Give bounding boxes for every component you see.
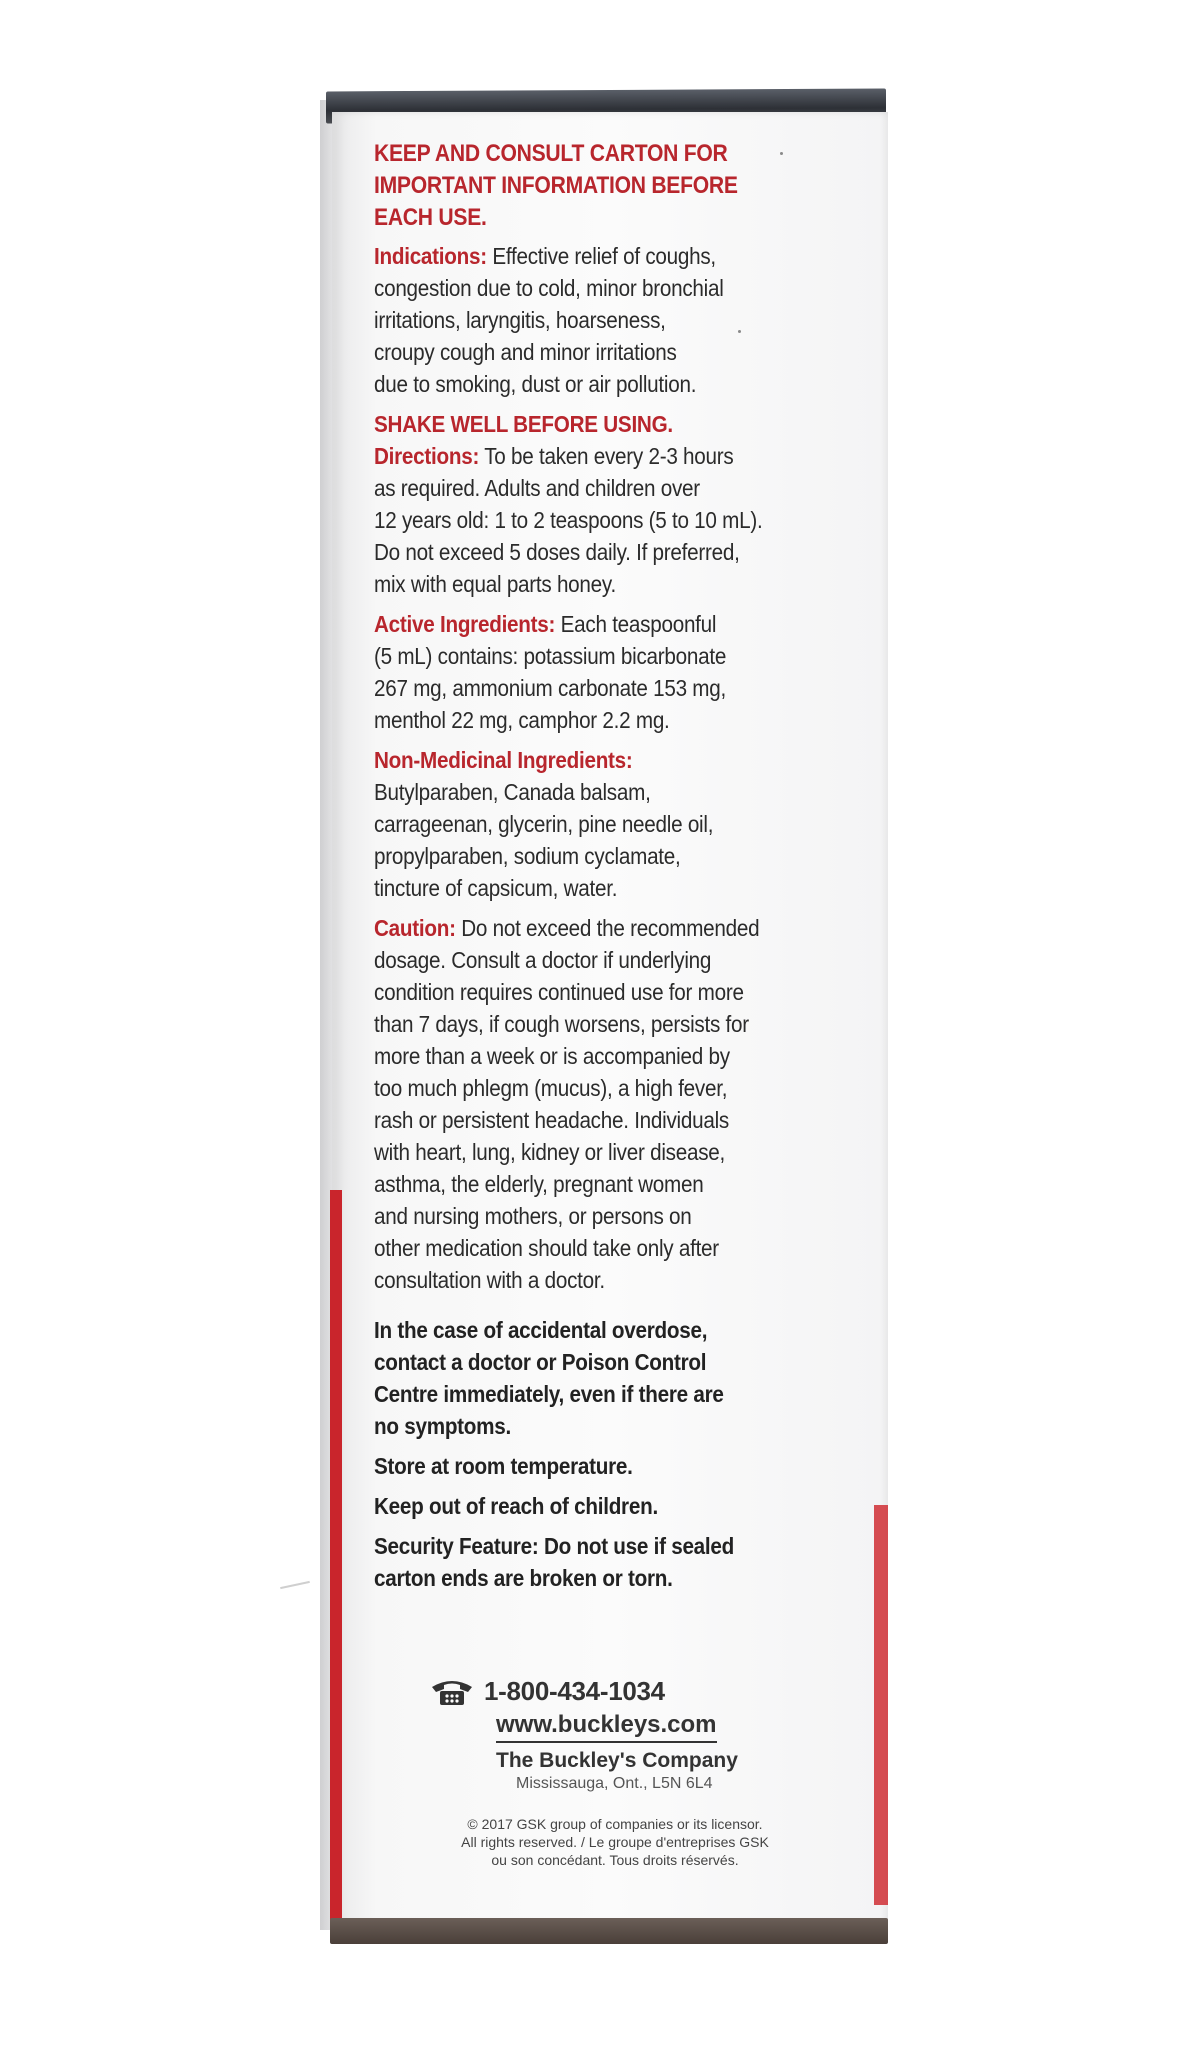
shake-notice: [374, 408, 796, 440]
active-ingredients-label: Active Ingredients:: [374, 611, 556, 637]
indications-section: [374, 240, 796, 400]
website-text: www.buckleys.com: [496, 1711, 717, 1743]
storage-instruction: Store at room temperature.: [374, 1453, 633, 1479]
caution-label: Caution:: [374, 915, 456, 941]
active-ingredients-section: [374, 608, 796, 736]
carton-warning-header: KEEP AND CONSULT CARTON FOR IMPORTANT INFORMATION BEFORE EACH USE.: [374, 140, 738, 231]
carton-red-edge-left: [330, 1190, 342, 1920]
directions-text: To be taken every 2-3 hours as required. Adults and children over 12 years old: 1 to 2 teaspoons (5 to 10 mL). Do not exceed 5 doses daily. If preferred, mix with equal parts honey.: [374, 443, 763, 597]
caution-text: Do not exceed the recommended dosage. Consult a doctor if underlying condition requires continued use for more than 7 days, if cough worsens, persists for more than a week or is accompanied by too much phlegm (mucus), a high fever, rash or persistent headache. Individuals with heart, lung, kidney or liver disease, asthma, the elderly, pregnant women and nursing mothers, or persons on other medication should take only after consultation with a doctor.: [374, 915, 760, 1293]
overdose-warning: In the case of accidental overdose, contact a doctor or Poison Control Centre immediately, even if there are no symptoms.: [374, 1317, 724, 1439]
phone-number: 1-800-434-1034: [484, 1676, 665, 1706]
caution-section: [374, 912, 796, 1296]
active-ingredients-text: Each teaspoonful (5 mL) contains: potassium bicarbonate 267 mg, ammonium carbonate 153 mg, menthol 22 mg, camphor 2.2 mg.: [374, 611, 727, 733]
company-name: The Buckley's Company: [496, 1749, 738, 1772]
company-address: Mississauga, Ont., L5N 6L4: [516, 1775, 713, 1792]
phone-row: [430, 1676, 790, 1707]
copyright-notice: © 2017 GSK group of companies or its licensor. All rights reserved. / Le groupe d'entreprises GSK ou son concédant. Tous droits réservés.: [461, 1816, 769, 1868]
telephone-icon: [430, 1677, 474, 1707]
background-scratch: [280, 1581, 310, 1589]
non-medicinal-section: [374, 744, 796, 904]
directions-label: Directions:: [374, 443, 480, 469]
carton-footer: [430, 1676, 790, 1869]
indications-text: Effective relief of coughs, congestion due to cold, minor bronchial irritations, laryngitis, hoarseness, croupy cough and minor irritations due to smoking, dust or air pollution.: [374, 243, 724, 397]
indications-label: Indications:: [374, 243, 487, 269]
carton-bottom-flap: [330, 1918, 888, 1944]
shake-text: SHAKE WELL BEFORE USING.: [374, 411, 673, 437]
carton-text-block: [374, 138, 796, 1602]
carton-red-edge-right: [874, 1505, 888, 1905]
directions-section: [374, 440, 796, 600]
security-feature: Security Feature: Do not use if sealed carton ends are broken or torn.: [374, 1533, 735, 1591]
non-medicinal-text: Butylparaben, Canada balsam, carrageenan, glycerin, pine needle oil, propylparaben, sodium cyclamate, tincture of capsicum, water.: [374, 779, 714, 901]
children-warning: Keep out of reach of children.: [374, 1493, 658, 1519]
non-medicinal-label: Non-Medicinal Ingredients:: [374, 747, 633, 773]
